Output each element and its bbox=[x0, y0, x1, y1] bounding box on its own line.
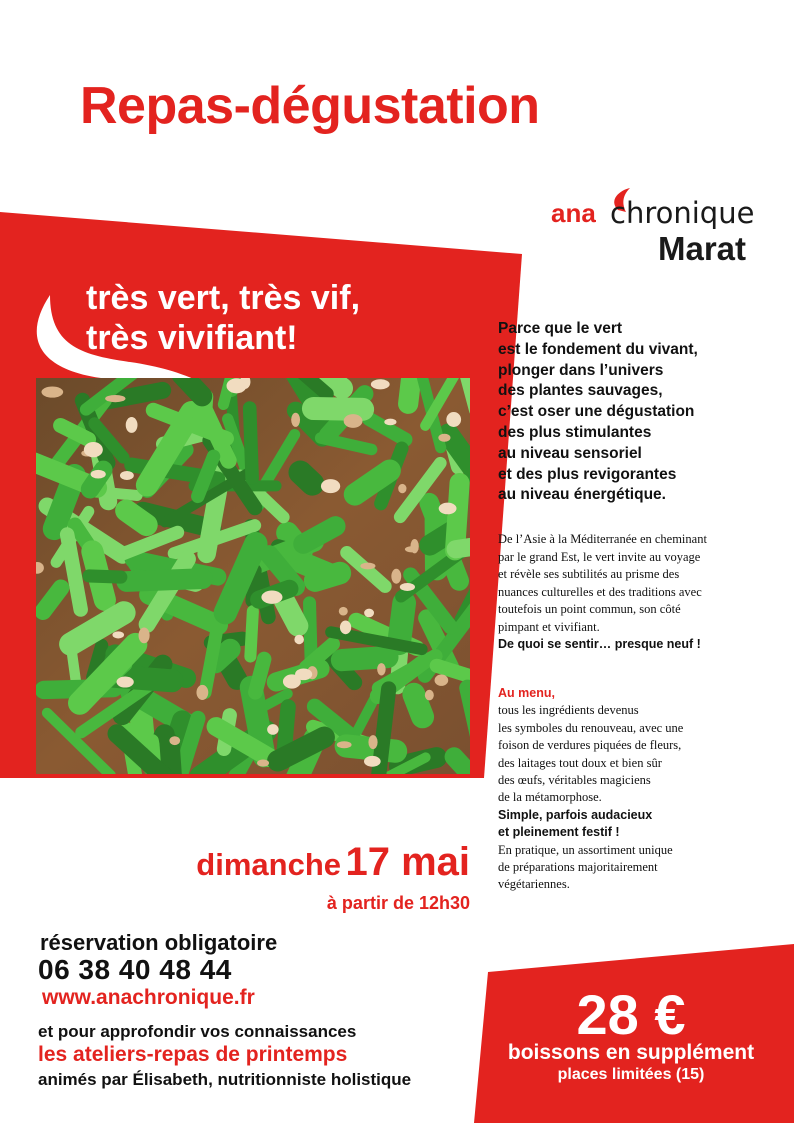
event-time: à partir de 12h30 bbox=[326, 893, 470, 913]
price: 28 € bbox=[576, 983, 686, 1046]
date-day: dimanche bbox=[196, 847, 342, 882]
garlic-bit bbox=[438, 434, 450, 442]
description-line: De l’Asie à la Méditerranée en cheminant bbox=[498, 532, 707, 546]
location-name: Marat bbox=[658, 230, 747, 267]
garlic-bit bbox=[344, 414, 363, 428]
garlic-bit bbox=[446, 412, 461, 427]
menu-line: de la métamorphose. bbox=[498, 790, 602, 805]
garlic-bit bbox=[105, 395, 125, 402]
garlic-bit bbox=[339, 607, 348, 616]
menu-line: des œufs, véritables magiciens bbox=[498, 773, 651, 788]
description-emphasis: De quoi se sentir… presque neuf ! bbox=[498, 637, 701, 651]
date-number: 17 mai bbox=[345, 840, 470, 884]
intro-line: au niveau énergétique. bbox=[498, 486, 666, 504]
drinks-note: boissons en supplément bbox=[507, 1041, 755, 1064]
menu-practical: En pratique, un assortiment unique bbox=[498, 842, 673, 857]
vegetable-stick bbox=[82, 569, 127, 584]
garlic-bit bbox=[291, 413, 300, 427]
garlic-bit bbox=[384, 419, 396, 426]
garlic-bit bbox=[169, 736, 180, 745]
garlic-bit bbox=[126, 417, 138, 433]
intro-paragraph bbox=[498, 319, 794, 506]
garlic-bit bbox=[391, 569, 401, 584]
garlic-bit bbox=[295, 668, 312, 680]
garlic-bit bbox=[117, 677, 134, 688]
description-line: nuances culturelles et des traditions avec bbox=[498, 584, 702, 599]
host-info: animés par Élisabeth, nutritionniste holistique bbox=[38, 1070, 412, 1089]
slogan-line-1: très vert, très vif, bbox=[86, 279, 361, 317]
menu-line: tous les ingrédients devenus bbox=[498, 703, 639, 718]
garlic-bit bbox=[371, 379, 390, 389]
logo-chronique: chronique bbox=[610, 196, 755, 230]
intro-line: des plantes sauvages, bbox=[498, 382, 663, 400]
places-note: places limitées (15) bbox=[557, 1066, 705, 1083]
garlic-bit bbox=[41, 386, 63, 397]
garlic-bit bbox=[364, 756, 381, 767]
garlic-bit bbox=[294, 635, 304, 644]
intro-line: c’est oser une dégustation bbox=[498, 403, 695, 421]
garlic-bit bbox=[139, 627, 150, 643]
garlic-bit bbox=[257, 760, 269, 767]
green-vegetables-stir-fry-photo bbox=[36, 378, 470, 774]
description-line: et révèle ses subtilités au prisme des bbox=[498, 567, 680, 581]
garlic-bit bbox=[360, 563, 375, 570]
menu-practical: végétariennes. bbox=[498, 877, 570, 892]
garlic-bit bbox=[120, 471, 134, 480]
intro-line: au niveau sensoriel bbox=[498, 444, 642, 462]
garlic-bit bbox=[196, 685, 208, 700]
garlic-bit bbox=[377, 663, 386, 675]
garlic-bit bbox=[340, 620, 351, 634]
menu-block bbox=[498, 685, 794, 894]
intro-line: plonger dans l’univers bbox=[498, 361, 664, 379]
slogan-line-2: très vivifiant! bbox=[86, 319, 298, 358]
menu-line: les symboles du renouveau, avec une bbox=[498, 720, 684, 735]
description-line: pimpant et vivifiant. bbox=[498, 619, 600, 634]
phone-number[interactable]: 06 38 40 48 44 bbox=[38, 954, 232, 985]
menu-practical: de préparations majoritairement bbox=[498, 860, 658, 875]
intro-line: et des plus revigorantes bbox=[498, 465, 677, 483]
menu-emphasis: Simple, parfois audacieux bbox=[498, 807, 653, 822]
garlic-bit bbox=[321, 479, 340, 493]
garlic-bit bbox=[425, 690, 434, 701]
menu-line: foison de verdures piquées de fleurs, bbox=[498, 738, 682, 753]
description-line: toutefois un point commun, son côté bbox=[498, 602, 681, 616]
vegetable-stick bbox=[302, 397, 375, 421]
garlic-bit bbox=[439, 503, 457, 515]
event-title: Repas-dégustation bbox=[80, 77, 540, 135]
garlic-bit bbox=[91, 470, 106, 479]
description-paragraph bbox=[498, 531, 794, 654]
menu-emphasis: et pleinement festif ! bbox=[498, 825, 620, 840]
garlic-bit bbox=[337, 741, 352, 748]
garlic-bit bbox=[398, 484, 406, 493]
garlic-bit bbox=[368, 735, 377, 749]
garlic-bit bbox=[405, 546, 418, 552]
menu-line: des laitages tout doux et bien sûr bbox=[498, 755, 662, 770]
slogan bbox=[86, 278, 360, 358]
further-info: et pour approfondir vos connaissances bbox=[38, 1022, 357, 1041]
menu-heading: Au menu, bbox=[498, 686, 555, 700]
workshops-title: les ateliers-repas de printemps bbox=[38, 1043, 348, 1066]
reservation-label: réservation obligatoire bbox=[40, 930, 278, 955]
intro-line: est le fondement du vivant, bbox=[498, 340, 698, 358]
vegetable-stick bbox=[330, 645, 399, 672]
event-date bbox=[120, 840, 470, 885]
logo-ana: ana bbox=[551, 198, 596, 228]
garlic-bit bbox=[364, 609, 374, 618]
garlic-bit bbox=[84, 442, 103, 457]
intro-line: Parce que le vert bbox=[498, 320, 623, 337]
garlic-bit bbox=[267, 724, 278, 735]
garlic-bit bbox=[261, 591, 282, 604]
description-line: par le grand Est, le vert invite au voyage bbox=[498, 549, 701, 564]
intro-line: des plus stimulantes bbox=[498, 423, 652, 441]
vegetable-stick bbox=[116, 568, 213, 592]
website-link[interactable]: www.anachronique.fr bbox=[42, 986, 255, 1009]
garlic-bit bbox=[112, 631, 124, 638]
garlic-bit bbox=[400, 583, 415, 591]
garlic-bit bbox=[435, 675, 449, 686]
